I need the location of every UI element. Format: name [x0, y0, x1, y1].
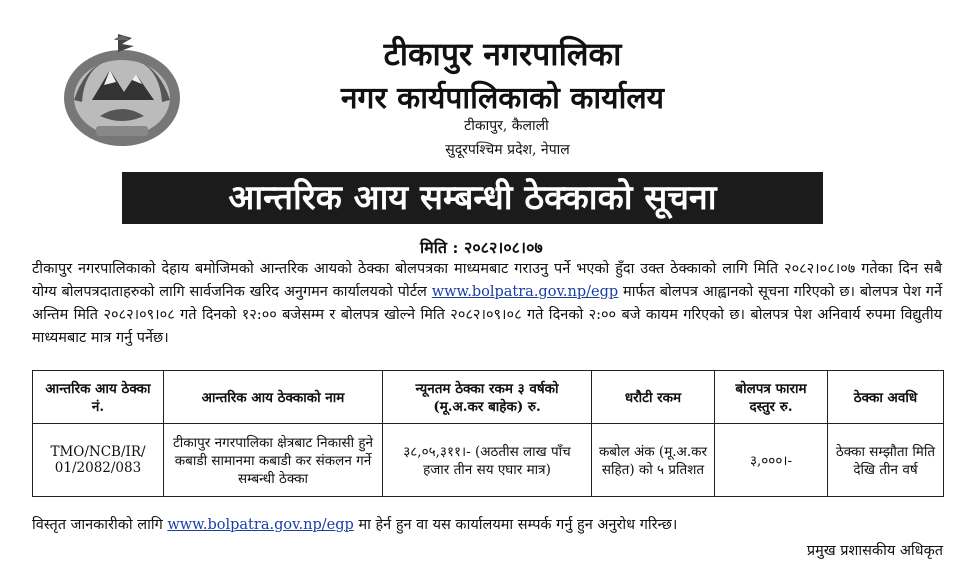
table-row: [33, 424, 944, 497]
header-contract-name: आन्तरिक आय ठेक्काको नाम: [164, 371, 383, 424]
table-header-row: [33, 371, 944, 424]
notice-date: मिति : २०८२।०८।०७: [420, 238, 543, 257]
header-deposit: धरौटी रकम: [592, 371, 715, 424]
notice-text-part2: मार्फत बोलपत्र आह्वानको सूचना गरिएको छ। बोलपत्र पेश गर्ने अन्तिम मिति २०८२।०९।०८ गते दिनको १२:०० बजेसम्म र बोलपत्र खोल्ने मिति २०८२।०९।०८ गते दिनको २:०० बजे कायम गरिएको छ। बोलपत्र पेश अनिवार्य रुपमा विद्युतीय माध्यमबाट मात्र गर्नु पर्नेछ।: [32, 284, 943, 346]
footer-bolpatra-link[interactable]: www.bolpatra.gov.np/egp: [167, 517, 354, 533]
signatory-title: प्रमुख प्रशासकीय अधिकृत: [806, 543, 943, 559]
cell-minimum-amount: ३८,०५,३११।- (अठतीस लाख पाँच हजार तीन सय एघार मात्र): [383, 424, 592, 497]
cell-deposit: कबोल अंक (मू.अ.कर सहित) को ५ प्रतिशत: [592, 424, 715, 497]
footer-text-part1: विस्तृत जानकारीको लागि: [32, 517, 163, 533]
bolpatra-link[interactable]: www.bolpatra.gov.np/egp: [431, 284, 619, 300]
office-name: नगर कार्यपालिकाको कार्यालय: [340, 81, 665, 116]
footer-text-part2: मा हेर्न हुन वा यस कार्यालयमा सम्पर्क गर्नु हुन अनुरोध गरिन्छ।: [358, 517, 678, 533]
tender-table: [32, 370, 944, 497]
footer-note: [32, 514, 677, 534]
header-minimum-amount: न्यूनतम ठेक्का रकम ३ वर्षको (मू.अ.कर बाहेक) रु.: [383, 371, 592, 424]
header-contract-period: ठेक्का अवधि: [828, 371, 944, 424]
notice-title-banner: आन्तरिक आय सम्बन्धी ठेक्काको सूचना: [122, 172, 823, 224]
cell-contract-name: टीकापुर नगरपालिका क्षेत्रबाट निकासी हुने कबाडी सामानमा कबाडी कर संकलन गर्ने सम्बन्धी ठेक्का: [164, 424, 383, 497]
cell-form-fee: ३,०००।-: [715, 424, 828, 497]
notice-text-part1: टीकापुर नगरपालिकाको देहाय बमोजिमको आन्तरिक आयको ठेक्का बोलपत्रका माध्यमबाट गराउनु पर्ने भएको हुँदा उक्त ठेक्काको लागि मिति २०८२।०८।०७ गतेका दिन सबै योग्य बोलपत्रदाताहरुको लागि सार्वजनिक खरिद अनुगमन कार्यालयको पोर्टल: [32, 261, 942, 300]
office-province: सुदूरपश्चिम प्रदेश, नेपाल: [445, 142, 570, 158]
office-address: टीकापुर, कैलाली: [464, 118, 549, 134]
header-form-fee: बोलपत्र फाराम दस्तुर रु.: [715, 371, 828, 424]
cell-contract-no: TMO/NCB/IR/ 01/2082/083: [33, 424, 164, 497]
municipality-name: टीकापुर नगरपालिका: [383, 35, 622, 73]
notice-body: [32, 258, 942, 350]
header-contract-no: आन्तरिक आय ठेक्का नं.: [33, 371, 164, 424]
cell-contract-period: ठेक्का सम्झौता मिति देखि तीन वर्ष: [828, 424, 944, 497]
